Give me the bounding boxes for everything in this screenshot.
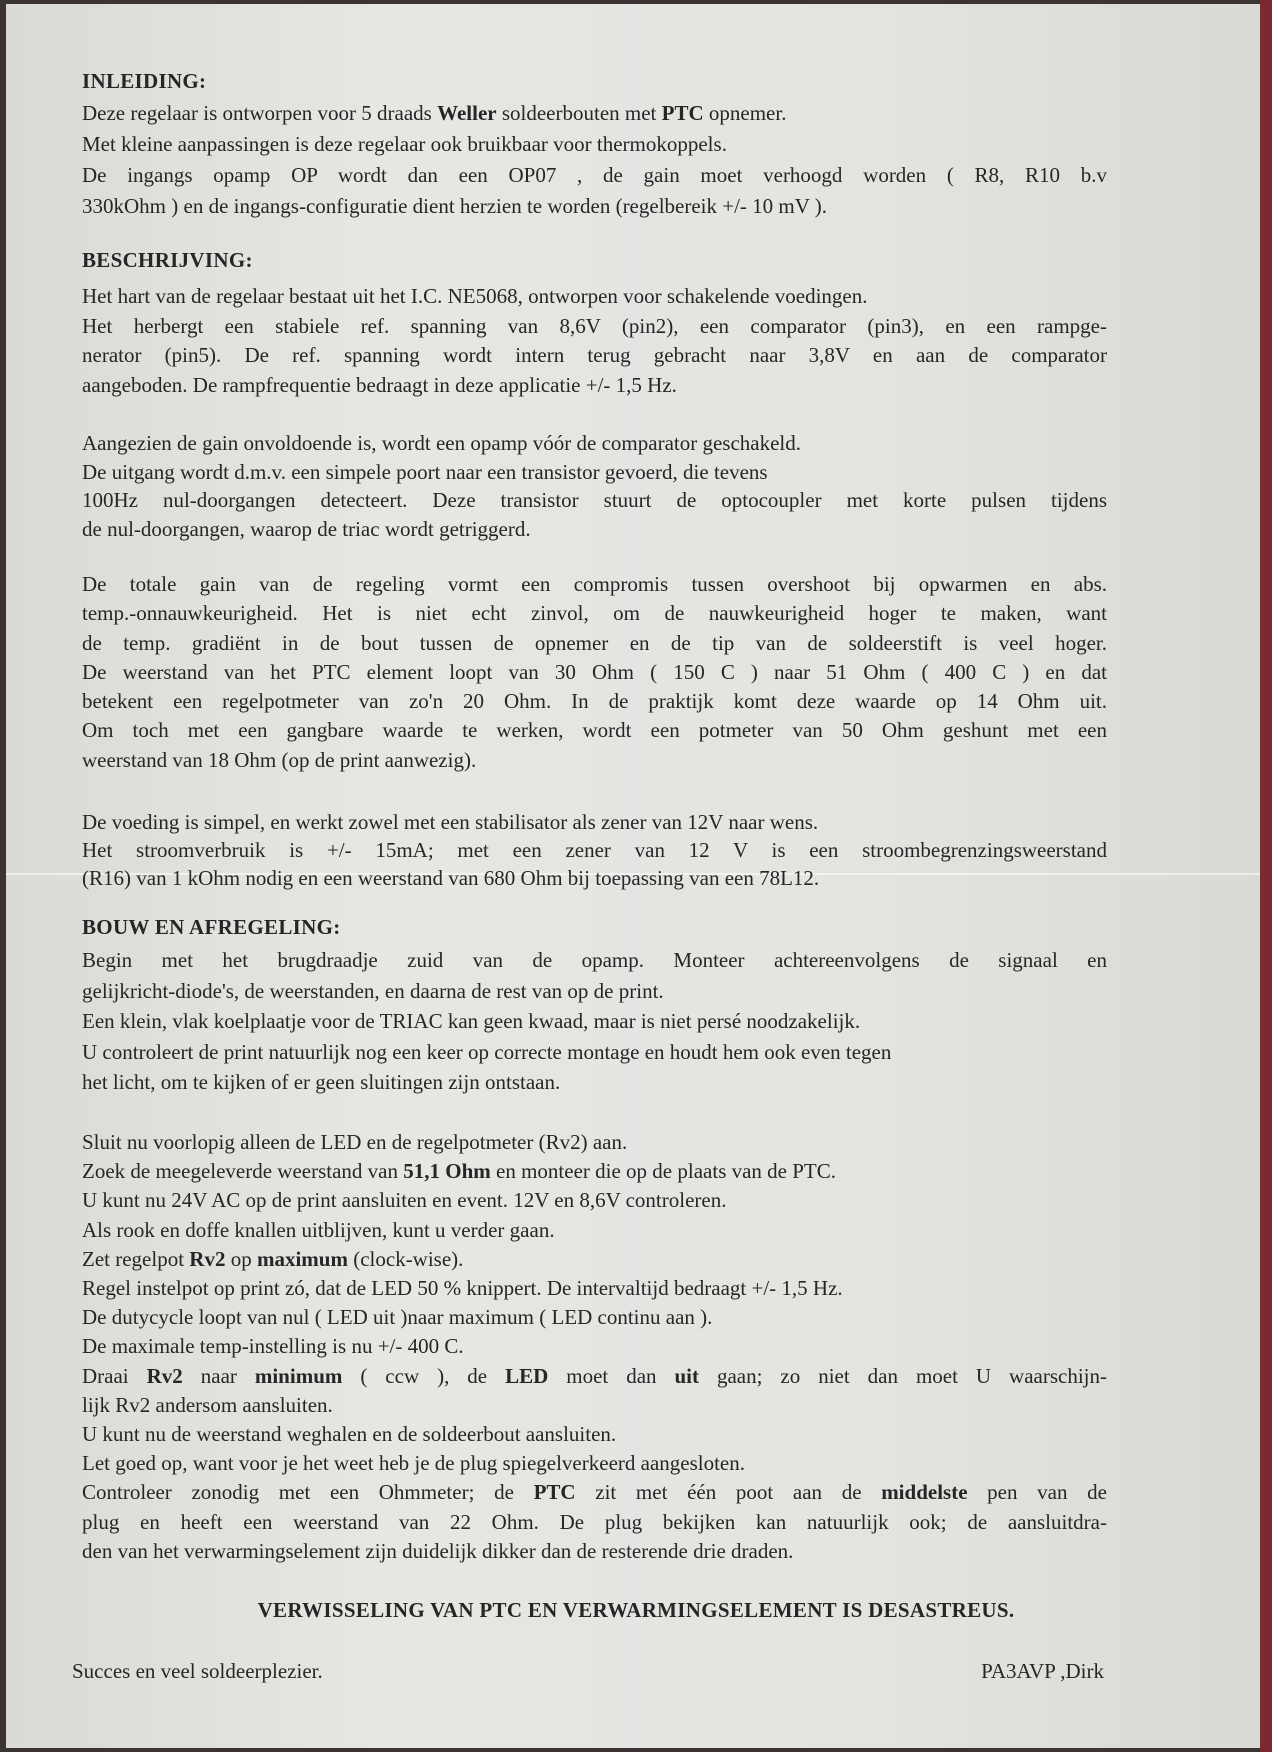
paragraph-build-1	[82, 945, 1107, 1098]
text-segment: plug en heeft een weerstand van 22 Ohm. De plug bekijken kan natuurlijk ook; de aansluitdra-	[82, 1509, 1107, 1534]
warning-text: VERWISSELING VAN PTC EN VERWARMINGSELEMENT IS DESASTREUS.	[257, 1598, 1015, 1622]
text-line	[82, 1128, 1107, 1157]
closing-text: Succes en veel soldeerplezier.	[72, 1659, 323, 1683]
text-line	[82, 1362, 1107, 1391]
text-line	[82, 976, 1107, 1007]
text-segment: weerstand van 18 Ohm (op de print aanwezig).	[82, 747, 477, 772]
text-line	[82, 312, 1107, 342]
paragraph-power-supply	[82, 808, 1107, 892]
heading-build: BOUW EN AFREGELING:	[82, 915, 341, 939]
text-line	[82, 945, 1107, 976]
text-segment: (R16) van 1 kOhm nodig en een weerstand van 680 Ohm bij toepassing van een 78L12.	[82, 866, 820, 890]
text-segment: soldeerbouten met	[496, 101, 662, 125]
text-line	[82, 1303, 1107, 1332]
text-line	[82, 429, 1107, 458]
heading-description: BESCHRIJVING:	[82, 248, 253, 272]
text-segment: Het hart van de regelaar bestaat uit het I.C. NE5068, ontworpen voor schakelende voedingen.	[82, 284, 868, 308]
text-line	[82, 1420, 1107, 1449]
text-line	[82, 570, 1107, 599]
text-line	[82, 1216, 1107, 1245]
bold-text: PTC	[661, 101, 704, 125]
text-segment: nerator (pin5). De ref. spanning wordt intern terug gebracht naar 3,8V en aan de comparator	[82, 343, 1107, 367]
text-line	[82, 160, 1107, 191]
text-line	[82, 1037, 1107, 1068]
text-segment: Zet regelpot	[82, 1246, 190, 1271]
text-segment: U kunt nu 24V AC op de print aansluiten en event. 12V en 8,6V controleren.	[82, 1188, 727, 1213]
text-segment: Begin met het brugdraadje zuid van de opamp. Monteer achtereenvolgens de signaal en	[82, 948, 1107, 972]
text-segment: moet dan	[548, 1363, 675, 1388]
text-segment: De voeding is simpel, en werkt zowel met een stabilisator als zener van 12V naar wens.	[82, 810, 819, 834]
bold-text: LED	[505, 1363, 549, 1388]
signature: PA3AVP ,Dirk	[981, 1659, 1104, 1683]
text-segment: Als rook en doffe knallen uitblijven, kunt u verder gaan.	[82, 1217, 555, 1242]
text-line	[82, 458, 1107, 487]
text-line	[82, 1186, 1107, 1215]
text-segment: U controleert de print natuurlijk nog een keer op correcte montage en houdt hem ook even tegen	[82, 1039, 892, 1064]
text-line	[82, 1449, 1107, 1478]
text-line	[82, 836, 1107, 864]
text-segment: op	[225, 1246, 257, 1271]
text-line	[82, 1245, 1107, 1274]
text-segment: betekent een regelpotmeter van zo'n 20 Ohm. In de praktijk komt deze waarde op 14 Ohm uit.	[82, 689, 1107, 714]
text-line	[82, 599, 1107, 628]
text-segment: Sluit nu voorlopig alleen de LED en de regelpotmeter (Rv2) aan.	[82, 1130, 628, 1154]
text-segment: Let goed op, want voor je het weet heb je de plug spiegelverkeerd aangesloten.	[82, 1451, 746, 1476]
text-segment: 330kOhm ) en de ingangs-configuratie dient herzien te worden (regelbereik +/- 10 mV ).	[82, 194, 828, 218]
text-segment: Het stroomverbruik is +/- 15mA; met een zener van 12 V is een stroombegrenzingsweerstand	[82, 838, 1107, 862]
text-line	[82, 1478, 1107, 1507]
text-line	[82, 371, 1107, 401]
text-line	[82, 341, 1107, 371]
text-line	[82, 1157, 1107, 1186]
text-segment: De ingangs opamp OP wordt dan een OP07 , de gain moet verhoogd worden ( R8, R10 b.v	[82, 163, 1107, 187]
paragraph-build-2	[82, 1128, 1107, 1566]
text-segment: ( ccw ), de	[342, 1363, 506, 1388]
text-line	[82, 1006, 1107, 1037]
text-segment: opnemer.	[703, 101, 787, 125]
text-segment: De dutycycle loopt van nul ( LED uit )naar maximum ( LED continu aan ).	[82, 1305, 713, 1330]
text-line	[82, 1391, 1107, 1420]
text-segment: 100Hz nul-doorgangen detecteert. Deze transistor stuurt de optocoupler met korte pulsen tijdens	[82, 488, 1107, 512]
text-line	[82, 1067, 1107, 1098]
text-line	[82, 1332, 1107, 1361]
text-segment: Aangezien de gain onvoldoende is, wordt een opamp vóór de comparator geschakeld.	[82, 431, 802, 455]
text-segment: gaan; zo niet dan moet U waarschijn-	[699, 1363, 1108, 1388]
text-segment: gelijkricht-diode's, de weerstanden, en daarna de rest van op de print.	[82, 978, 664, 1003]
text-segment: het licht, om te kijken of er geen sluitingen zijn ontstaan.	[82, 1070, 561, 1094]
text-line	[82, 808, 1107, 836]
bold-text: Rv2	[146, 1363, 183, 1388]
bold-text: 51,1 Ohm	[403, 1159, 491, 1184]
text-line	[82, 1274, 1107, 1303]
text-segment: U kunt nu de weerstand weghalen en de soldeerbout aansluiten.	[82, 1422, 617, 1447]
text-segment: temp.-onnauwkeurigheid. Het is niet echt zinvol, om de nauwkeurigheid hoger te maken, want	[82, 601, 1107, 626]
text-segment: den van het verwarmingselement zijn duidelijk dikker dan de resterende drie draden.	[82, 1538, 794, 1563]
bold-text: Rv2	[189, 1246, 226, 1271]
paragraph-description-2	[82, 429, 1107, 543]
text-segment: Regel instelpot op print zó, dat de LED 50 % knippert. De intervaltijd bedraagt +/- 1,5 Hz.	[82, 1276, 843, 1301]
bold-text: maximum	[256, 1246, 348, 1271]
text-segment: Met kleine aanpassingen is deze regelaar ook bruikbaar voor thermokoppels.	[82, 132, 727, 156]
text-segment: De uitgang wordt d.m.v. een simpele poort naar een transistor gevoerd, die tevens	[82, 459, 768, 484]
text-line	[82, 486, 1107, 515]
text-segment: en monteer die op de plaats van de PTC.	[490, 1159, 837, 1184]
text-segment: De maximale temp-instelling is nu +/- 400 C.	[82, 1334, 464, 1359]
text-segment: Het herbergt een stabiele ref. spanning van 8,6V (pin2), een comparator (pin3), en een rampge-	[82, 313, 1107, 338]
text-segment: aangeboden. De rampfrequentie bedraagt in deze applicatie +/- 1,5 Hz.	[82, 372, 677, 397]
text-line	[82, 687, 1107, 716]
text-segment: De totale gain van de regeling vormt een compromis tussen overshoot bij opwarmen en abs.	[82, 572, 1107, 596]
text-line	[82, 515, 1107, 544]
bold-text: uit	[674, 1363, 700, 1388]
text-segment: Deze regelaar is ontworpen voor 5 draads	[82, 101, 438, 125]
text-segment: zit met één poot aan de	[575, 1480, 882, 1505]
text-segment: lijk Rv2 andersom aansluiten.	[82, 1392, 333, 1417]
text-segment: Een klein, vlak koelplaatje voor de TRIAC kan geen kwaad, maar is niet persé noodzakelijk.	[82, 1009, 861, 1033]
page-edge	[1260, 0, 1272, 1752]
text-segment: Om toch met een gangbare waarde te werken, wordt een potmeter van 50 Ohm geshunt met een	[82, 718, 1107, 743]
text-line	[82, 1508, 1107, 1537]
text-line	[82, 191, 1107, 222]
paragraph-description-1	[82, 282, 1107, 400]
text-segment: Draai	[82, 1363, 147, 1388]
text-line	[82, 746, 1107, 775]
text-segment: pen van de	[967, 1480, 1107, 1505]
paragraph-intro	[82, 98, 1107, 222]
text-line	[82, 282, 1107, 312]
text-segment: (clock-wise).	[347, 1246, 464, 1271]
text-line	[82, 716, 1107, 745]
text-line	[82, 864, 1107, 892]
text-segment: Controleer zonodig met een Ohmmeter; de	[82, 1480, 534, 1505]
text-line	[82, 1537, 1107, 1566]
text-segment: Zoek de meegeleverde weerstand van	[82, 1159, 404, 1184]
text-line	[82, 129, 1107, 160]
text-line	[82, 98, 1107, 129]
text-segment: de temp. gradiënt in de bout tussen de opnemer en de tip van de soldeerstift is veel hoger.	[82, 630, 1107, 655]
bold-text: Weller	[437, 101, 497, 125]
text-segment: naar	[182, 1363, 255, 1388]
paragraph-description-3	[82, 570, 1107, 775]
bold-text: middelste	[881, 1480, 968, 1505]
text-line	[82, 658, 1107, 687]
heading-intro: INLEIDING:	[82, 69, 207, 93]
text-line	[82, 629, 1107, 658]
bold-text: minimum	[254, 1363, 343, 1388]
bold-text: PTC	[533, 1480, 576, 1505]
text-segment: De weerstand van het PTC element loopt van 30 Ohm ( 150 C ) naar 51 Ohm ( 400 C ) en dat	[82, 659, 1107, 684]
text-segment: de nul-doorgangen, waarop de triac wordt getriggerd.	[82, 516, 531, 541]
